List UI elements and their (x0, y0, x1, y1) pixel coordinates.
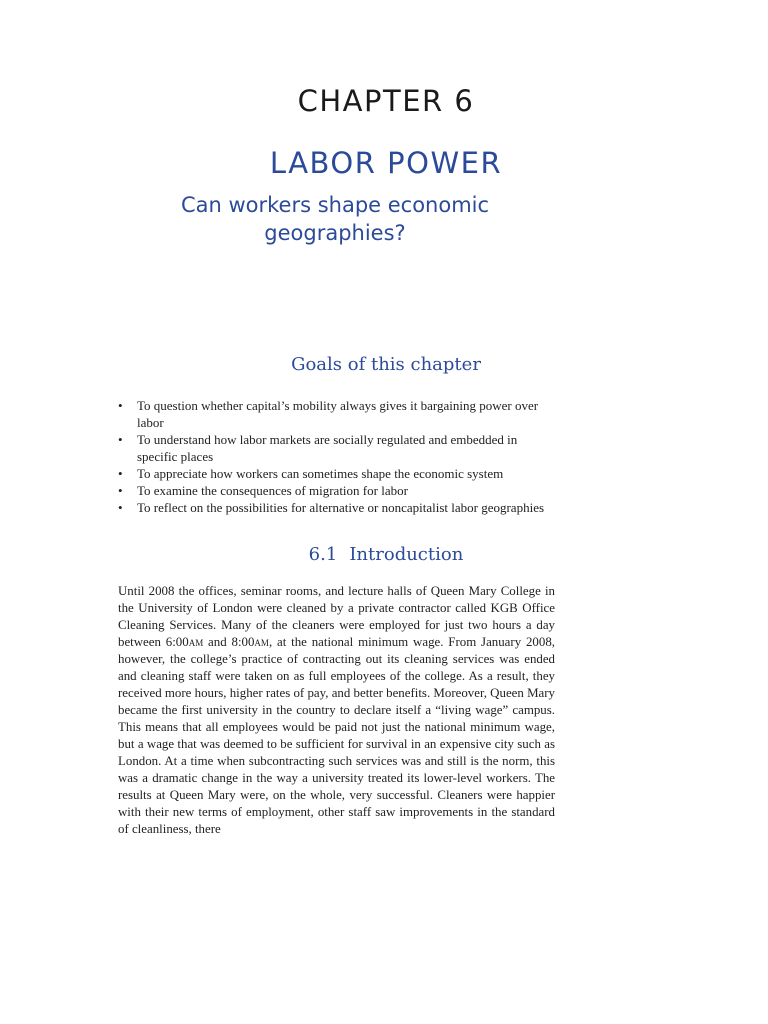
goals-heading: Goals of this chapter (291, 354, 481, 375)
chapter-label: CHAPTER 6 (297, 84, 475, 118)
body-text-part: , at the national minimum wage. From January 2008, however, the college’s practice of contracting out its cleaning services was ended and cleaning staff were taken on as full employees of the college. As a result, they received more hours, higher rates of pay, and better benefits. Moreover, Queen Mary became the first university in the country to declare itself a “living wage” campus. This means that all employees would be paid not just the national minimum wage, but a wage that was deemed to be sufficient for survival in an expensive city such as London. At a time when subcontracting such services was and still is the norm, this was a dramatic change in the way a university treated its lower-level workers. The results at Queen Mary were, on the whole, very successful. Cleaners were happier with their new terms of employment, other staff saw improvements in the standard of cleanliness, there (118, 635, 555, 836)
section-heading (0, 544, 768, 565)
body-paragraph (118, 583, 555, 838)
bullet-icon: • (118, 466, 123, 481)
goal-text: To examine the consequences of migration for labor (137, 483, 408, 498)
goal-text: To understand how labor markets are socially regulated and embedded in specific places (137, 432, 518, 464)
goal-text: To reflect on the possibilities for alternative or noncapitalist labor geographies (137, 500, 545, 515)
chapter-title: LABOR POWER (269, 146, 503, 180)
time-suffix: am (254, 635, 269, 649)
goal-item (118, 465, 558, 482)
chapter-subtitle: Can workers shape economic geographies? (180, 193, 490, 245)
bullet-icon: • (118, 432, 123, 447)
goal-item (118, 499, 558, 516)
goal-item (118, 431, 558, 465)
goals-list (118, 397, 558, 516)
goal-item (118, 482, 558, 499)
body-text-part: Until 2008 the offices, seminar rooms, and lecture halls of Queen Mary College in the University of London were cleaned by a private contractor called KGB Office Cleaning Services. Many of the cleaners were employed for just two hours a day between 6:00 (118, 584, 555, 649)
goal-text: To question whether capital’s mobility always gives it bargaining power over labor (137, 398, 539, 430)
bullet-icon: • (118, 500, 123, 515)
time-suffix: am (188, 635, 204, 649)
bullet-icon: • (118, 398, 123, 413)
section-number: 6.1 (308, 544, 338, 565)
section-title: Introduction (349, 544, 464, 565)
body-text-part: and 8:00 (203, 635, 255, 649)
bullet-icon: • (118, 483, 123, 498)
goal-item (118, 397, 558, 431)
goal-text: To appreciate how workers can sometimes shape the economic system (137, 466, 504, 481)
